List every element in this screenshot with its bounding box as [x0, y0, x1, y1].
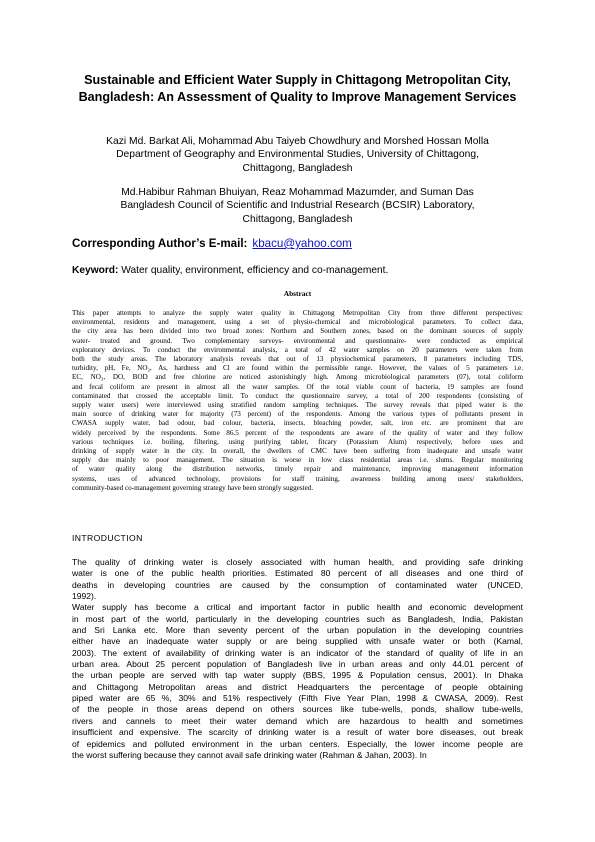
corresponding-author-label: Corresponding Author’s E-mail: [72, 237, 248, 250]
author-names-line: Kazi Md. Barkat Ali, Mohammad Abu Taiyeb Chowdhury and Morshed Hossan Molla [106, 136, 489, 147]
text-line: turbidity, pH, Fe, NO₂, As, hardness and Cl are found within the permissible range. However, the values of 5 parameters i.e. [72, 364, 523, 373]
text-line: in most part of the world, particularly in the developing countries such as Bangladesh, India, Pakistan [72, 613, 523, 624]
text-line: insufficient and expensive. The scarcity of drinking water is a result of water bore diseases, out break [72, 727, 523, 738]
text-line: various techniques i.e. boiling, filtering, using purifying tablet, fitcary (Potassium Alum) respectively, before uses and [72, 437, 523, 446]
paper-title: Sustainable and Efficient Water Supply in Chittagong Metropolitan City, Bangladesh: An Assessment of Quality to Improve Management Services [78, 73, 517, 104]
text-line: 2003). The extent of availability of drinking water is an indicator of the standard of quality of life in an [72, 647, 523, 658]
text-line: urban area. About 25 percent population of Bangladesh live in urban areas and only 44.01 percent of [72, 659, 523, 670]
keywords [72, 264, 532, 277]
text-line: main source of drinking water for majority (73 percent) of the respondents. Among the various types of pollutants present in [72, 410, 523, 419]
text-line: The quality of drinking water is closely associated with human health, and providing safe drinking [72, 557, 523, 567]
text-line: drinking of supply water in the city. In overall, the dwellers of CMC have been suffering from inadequate and unsafe water [72, 447, 523, 456]
text-line: contaminated that crossed the acceptable limit. To conduct the questionnaire survey, a total of 200 respondents (consisting of [72, 391, 523, 400]
affiliation-line: Department of Geography and Environmental Studies, University of Chittagong, [116, 149, 479, 161]
text-line: either have an inadequate water supply or are being supplied with unsafe water or both (Kamal, [72, 636, 523, 647]
text-line: the urban people are served with tap water supply (BBS, 1995 & Population census, 2001). In Dhaka [72, 670, 523, 681]
text-line: systems, uses of advanced technology, provisions for staff training, awareness building among users/ stakeholders, [72, 474, 523, 483]
affiliation-line: Bangladesh Council of Scientific and Industrial Research (BCSIR) Laboratory, [120, 200, 475, 212]
text-line: water is one of the public health priorities. Estimated 80 percent of all diseases and one third of [72, 568, 523, 579]
text-line: EC, NO₃, DO, BOD and free chlorine are noticed astonishingly high. Among microbiological parameters (07), total coliform [72, 373, 523, 382]
keyword-text: Water quality, environment, efficiency and co-management. [118, 265, 389, 276]
text-line: rivers and cannels to meet their water demand which are hazardous to health and sometimes [72, 715, 523, 726]
text-line: the worst suffering because they cannot avail safe drinking water (Rahman & Jahan, 2003). In [72, 749, 427, 760]
text-line: exploratory devices. To conduct the environmental analysis, a total of 42 water samples on 20 parameters were taken from [72, 345, 523, 354]
text-line: CWASA supply water, bad odour, bad colour, bacteria, insects, bleaching powder, salt, iron etc. are prominent that are [72, 419, 523, 428]
text-line: of water quality along the distribution networks, timely repair and maintenance, improving management information [72, 465, 523, 474]
text-line: environmental, residents and management, using a set of physio-chemical and microbiological parameters. To collect data, [72, 318, 523, 327]
text-line: This paper attempts to analyze the supply water quality in Chittagong Metropolitan City from three different perspectives: [72, 309, 523, 317]
text-line: piped water are 65 %, 30% and 51% respectively (Fifth Five Year Plan, 1998 & CWASA, 2009). Rest [72, 693, 523, 704]
text-line: of epidemics and polluted environment in the urban centers. Especially, the lower income people are [72, 738, 523, 749]
text-line: community-based co-management governing strategy have been strongly suggested. [72, 483, 314, 492]
text-line: and fecal coliform are present in almost all the water samples. Of the total viable count of bacteria, 19 samples are found [72, 382, 523, 391]
author-names-line: Md.Habibur Rahman Bhuiyan, Reaz Mohammad Mazumder, and Suman Das [121, 187, 474, 198]
author-affiliation-block-1 [70, 135, 525, 175]
corresponding-author [72, 237, 532, 251]
abstract-body [72, 309, 523, 493]
section-heading-introduction: INTRODUCTION [72, 533, 143, 543]
corresponding-email-link[interactable]: kbacu@yahoo.com [252, 237, 352, 250]
text-line: both the study areas. The laboratory analysis reveals that out of 13 physiochemical parameters, 8 parameters including TDS, [72, 355, 523, 364]
text-line: the city area has been divided into two broad zones: Northern and Southern zones, based on the dominant sources of supply [72, 327, 523, 336]
text-line: and Sri Lanka etc. More than seventy percent of the urban population in the developing countries [72, 625, 523, 636]
text-line: deaths in developing countries are caused by the consumption of contaminated water (UNCED, [72, 579, 523, 590]
keyword-label: Keyword: [72, 265, 119, 276]
author-affiliation-block-2 [70, 186, 525, 226]
text-line: supply water users) were interviewed using stratified random sampling techniques. The survey reveals that piped water is the [72, 401, 523, 410]
affiliation-location-line: Chittagong, Bangladesh [242, 213, 353, 225]
text-line: water- treated and ground. Two complementary surveys- environmental and questionnaire- were conducted as empirical [72, 336, 523, 345]
text-line: Water supply has become a critical and important factor in public health and economic development [72, 602, 523, 613]
abstract-heading: Abstract [283, 289, 312, 298]
text-line: supply due mainly to poor management. The situation is worse in low class residential areas i.e. slums. Regular monitoring [72, 456, 523, 465]
introduction-body [72, 557, 523, 761]
text-line: 1992). [72, 591, 97, 602]
affiliation-location-line: Chittagong, Bangladesh [242, 162, 353, 174]
text-line: and Chittagong Metropolitan areas and district Headquarters the percentage of people obtaining [72, 681, 523, 692]
text-line: of the people in those areas depend on others sources like tube-wells, ponds, shallow tube-wells, [72, 704, 523, 715]
text-line: widely perceived by the respondents. Some 86.5 percent of the respondents are aware of the quality of water and they follow [72, 428, 523, 437]
